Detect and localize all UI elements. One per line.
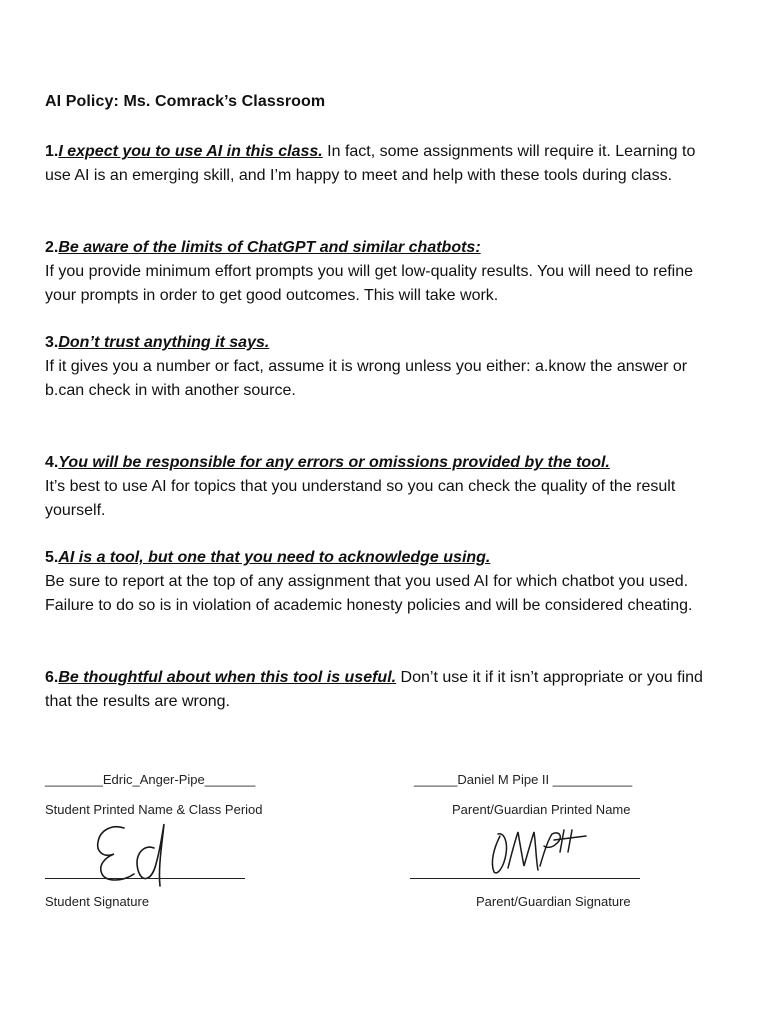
policy-item-1 <box>45 140 725 188</box>
policy-item-5 <box>45 546 725 618</box>
parent-name-caption: Parent/Guardian Printed Name <box>452 802 631 817</box>
item-heading: Be thoughtful about when this tool is useful. <box>58 669 397 686</box>
parent-signature-image <box>486 822 596 878</box>
student-printed-name: ________Edric_Anger-Pipe_______ <box>45 772 256 787</box>
parent-signature-caption: Parent/Guardian Signature <box>476 894 631 909</box>
parent-signature-line <box>410 878 640 879</box>
item-heading: I expect you to use AI in this class. <box>58 143 323 160</box>
item-heading: Don’t trust anything it says. <box>58 334 270 351</box>
item-text: If it gives you a number or fact, assume it is wrong unless you either: a.know the answer or <box>45 358 688 375</box>
item-text: If you provide minimum effort prompts you will get low-quality results. You will need to refine your prompts in order to get good outcomes. This will take work. <box>45 263 694 304</box>
item-text: Don’t use it if it isn’t appropriate or you find that the results are wrong. <box>45 669 703 710</box>
policy-item-3 <box>45 331 725 403</box>
student-signature-caption: Student Signature <box>45 894 150 909</box>
student-signature-line <box>45 878 245 879</box>
item-heading: AI is a tool, but one that you need to acknowledge using. <box>58 549 491 566</box>
item-number: 5. <box>45 549 59 566</box>
page-title: AI Policy: Ms. Comrack’s Classroom <box>45 93 326 110</box>
student-signature-image <box>92 818 182 890</box>
policy-item-2 <box>45 236 725 308</box>
item-number: 4. <box>45 454 59 471</box>
item-number: 2. <box>45 239 59 256</box>
item-text: In fact, some assignments will require it. Learning to use AI is an emerging skill, and I’m happy to meet and help with these tools during class. <box>45 143 696 184</box>
item-number: 3. <box>45 334 59 351</box>
parent-printed-name: ______Daniel M Pipe II ___________ <box>414 772 633 787</box>
item-number: 6. <box>45 669 59 686</box>
item-text: It’s best to use AI for topics that you understand so you can check the quality of the result yourself. <box>45 478 676 519</box>
student-name-caption: Student Printed Name & Class Period <box>45 802 263 817</box>
item-text-continued: b.can check in with another source. <box>45 382 296 399</box>
policy-item-4 <box>45 451 725 523</box>
item-number: 1. <box>45 143 59 160</box>
item-text: Be sure to report at the top of any assignment that you used AI for which chatbot you used. Failure to do so is in violation of academic honesty policies and will be considered cheating. <box>45 573 693 614</box>
policy-item-6 <box>45 666 725 714</box>
item-heading: You will be responsible for any errors or omissions provided by the tool. <box>58 454 610 471</box>
item-heading: Be aware of the limits of ChatGPT and similar chatbots: <box>58 239 481 256</box>
